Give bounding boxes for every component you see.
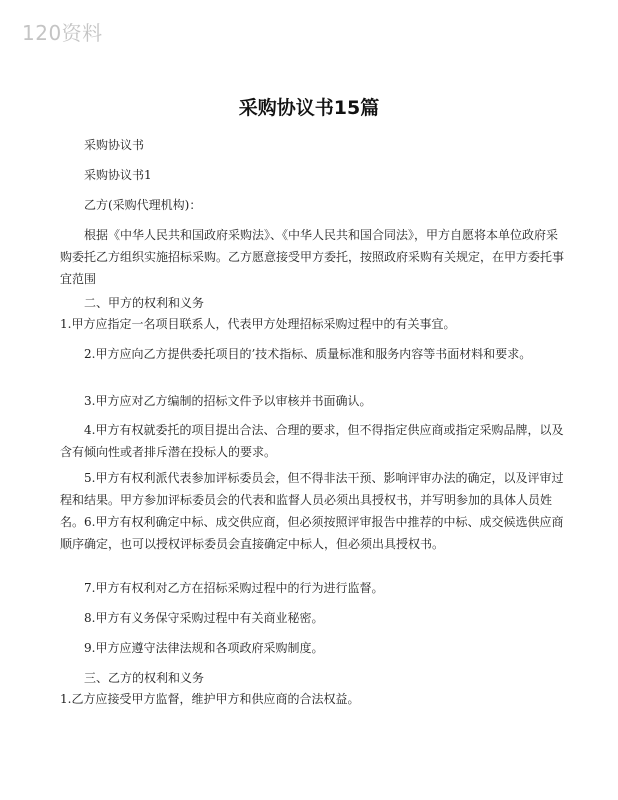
party-b-line: 乙方(采购代理机构)： <box>84 198 202 212</box>
clause-a-3: 3.甲方应对乙方编制的招标文件予以审核并书面确认。 <box>84 394 372 408</box>
watermark-logo-text: 120资料 <box>22 21 103 45</box>
section-heading-party-b: 三、乙方的权利和义务 <box>84 671 205 685</box>
clause-a-8: 8.甲方有义务保守采购过程中有关商业秘密。 <box>84 611 324 625</box>
clause-a-2: 2.甲方应向乙方提供委托项目的’技术指标、质量标准和服务内容等书面材料和要求。 <box>84 347 532 361</box>
clause-a-4: 4.甲方有权就委托的项目提出合法、合理的要求，但不得指定供应商或指定采购品牌，以及含有倾向性或者排斥潜在投标人的要求。 <box>60 423 564 459</box>
clause-a-9: 9.甲方应遵守法律法规和各项政府采购制度。 <box>84 641 324 655</box>
clause-a-7: 7.甲方有权利对乙方在招标采购过程中的行为进行监督。 <box>84 581 384 595</box>
doc-heading-line: 采购协议书 <box>84 138 145 152</box>
clause-a-1: 1.甲方应指定一名项目联系人，代表甲方处理招标采购过程中的有关事宜。 <box>60 317 456 331</box>
section-heading-party-a: 二、甲方的权利和义务 <box>84 296 205 310</box>
doc-subheading-line: 采购协议书1 <box>84 168 152 182</box>
document-title: 采购协议书15篇 <box>238 97 380 119</box>
intro-paragraph: 根据《中华人民共和国政府采购法》、《中华人民共和国合同法》，甲方自愿将本单位政府采购委托乙方组织实施招标采购。乙方愿意接受甲方委托，按照政府采购有关规定，在甲方委托事宜范围 <box>60 228 565 286</box>
clause-a-5-6: 5.甲方有权利派代表参加评标委员会，但不得非法干预、影响评审办法的确定，以及评审过程和结果。甲方参加评标委员会的代表和监督人员必须出具授权书，并写明参加的具体人员姓名。6.甲方有权利确定中标、成交供应商，但必须按照评审报告中推荐的中标、成交候选供应商顺序确定，也可以授权评标委员会直接确定中标人，但必须出具授权书。 <box>60 471 564 551</box>
clause-b-1: 1.乙方应接受甲方监督，维护甲方和供应商的合法权益。 <box>60 692 360 706</box>
